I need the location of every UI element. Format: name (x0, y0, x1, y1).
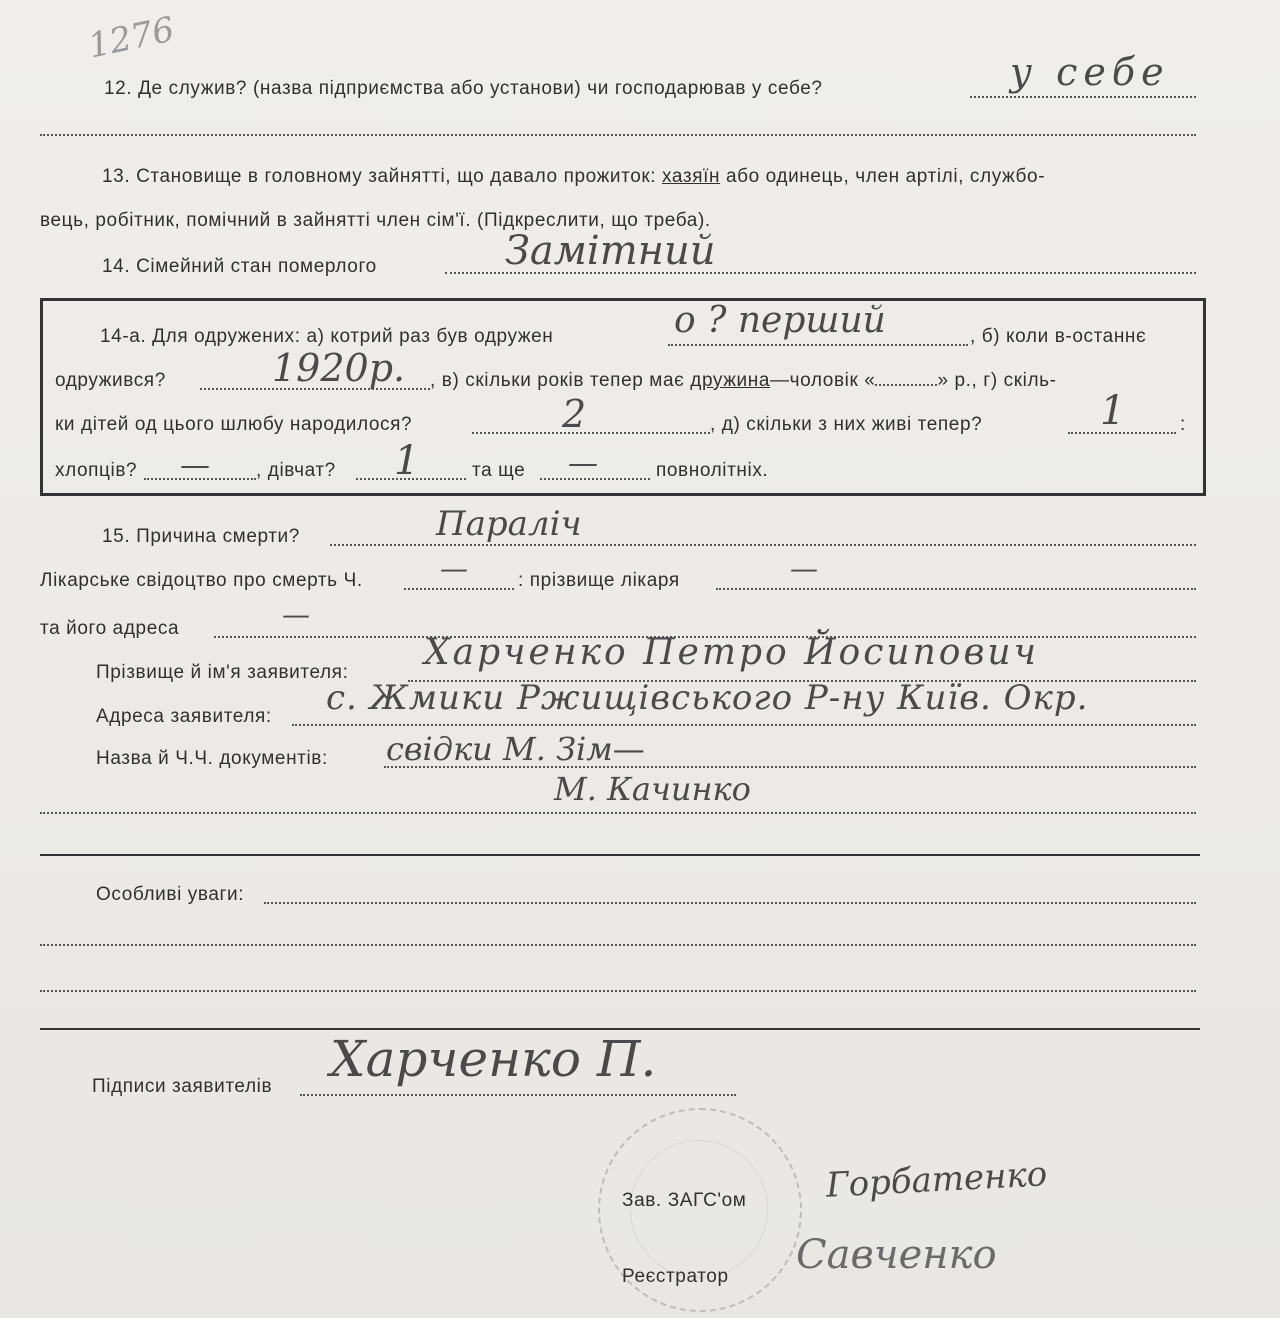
q13-line1-post: або одинець, член артілі, службо- (725, 166, 1046, 187)
q14a-line2-b (430, 370, 1057, 392)
q14a-marriage-count: о ? перший (674, 300, 886, 341)
doctor-name-dots (716, 588, 1196, 590)
applicant-name-label: Прізвище й ім'я заявителя: (96, 662, 349, 683)
documents-answer2: М. Качинко (554, 770, 751, 808)
q12-answer: у себе (1010, 50, 1170, 94)
q14a-line3-c: : (1180, 414, 1186, 435)
q15-dotted-line (330, 544, 1196, 546)
doctor-name-label: : прізвище лікаря (518, 570, 680, 591)
q14a-marriage-date: 1920р. (272, 346, 406, 390)
q14a-line3-dots (472, 432, 710, 434)
q14a-girls: 1 (394, 438, 420, 484)
applicant-address-dots (292, 724, 1196, 726)
q14a-underlined-spouse: дружина (690, 370, 771, 391)
notes-dots-1 (264, 902, 1196, 904)
notes-dots-2 (40, 944, 1196, 946)
q13-line2: вець, робітник, помічний в зайнятті член сім'ї. (Підкреслити, що треба). (40, 210, 711, 231)
applicant-address-answer: с. Жмики Ржищівського Р-ну Київ. Окр. (326, 678, 1089, 718)
q14a-line3-b: , д) скільки з них живі тепер? (710, 414, 983, 435)
applicant-name-answer: Харченко Петро Йосипович (424, 632, 1039, 673)
q14a-line1-a: 14-а. Для одружених: а) котрий раз був одружен (100, 326, 554, 347)
doctor-cert-dots (404, 588, 514, 590)
zags-head-signature: Горбатенко (825, 1154, 1049, 1206)
applicant-signature-label: Підписи заявителів (92, 1076, 273, 1097)
q12-dotted-line (970, 96, 1196, 98)
q14a-line3-a: ки дітей од цього шлюбу народилося? (55, 414, 413, 435)
q12-continuation-line (40, 134, 1196, 136)
q14a-adults: — (568, 446, 598, 481)
notes-dots-3 (40, 990, 1196, 992)
documents-answer1: свідки М. Зім— (386, 730, 645, 768)
q14-label: 14. Сімейний стан померлого (102, 256, 377, 277)
q15-answer: Параліч (436, 504, 582, 544)
doctor-cert-label: Лікарське свідоцтво про смерть Ч. (40, 570, 363, 591)
q14a-line1-dots (668, 344, 968, 346)
q14a-spouse-age-dots (875, 384, 937, 386)
applicant-signature-dots (300, 1094, 736, 1096)
q15-label: 15. Причина смерти? (102, 526, 300, 547)
applicant-address-label: Адреса заявителя: (96, 706, 272, 727)
q14a-line4-d: повнолітніх. (656, 460, 769, 481)
notes-label: Особливі уваги: (96, 884, 245, 905)
doctor-name-answer: — (790, 552, 818, 585)
registrar-signature: Савченко (796, 1232, 997, 1278)
q14a-line2-d: » р., г) скіль- (937, 370, 1057, 391)
q14a-line2-a: одружився? (55, 370, 166, 391)
q14a-line4-b: , дівчат? (256, 460, 336, 481)
zags-head-label: Зав. ЗАГС'ом (622, 1190, 747, 1211)
q14a-line2-b-text: , в) скільки років тепер має (430, 370, 685, 391)
documents-label: Назва й Ч.Ч. документів: (96, 748, 328, 769)
q14a-line2-c: —чоловік « (770, 370, 876, 391)
doctor-address-answer: — (282, 598, 310, 631)
q12-label: 12. Де служив? (назва підприємства або установи) чи господарював у себе? (104, 78, 823, 99)
q14a-line4-c: та ще (472, 460, 526, 481)
q14-answer: Замітний (505, 228, 716, 274)
applicant-signature: Харченко П. (330, 1030, 657, 1088)
q14a-boys: — (180, 448, 210, 483)
q13-underlined-option: хазяїн (662, 166, 721, 187)
documents-continuation-line (40, 812, 1196, 814)
section-divider-1 (40, 854, 1200, 856)
q14a-children-born: 2 (562, 392, 587, 436)
q14a-line4-a: хлопців? (55, 460, 138, 481)
q14a-line1-b: , б) коли в-останнє (970, 326, 1147, 347)
q13-line1 (102, 166, 1045, 188)
registrar-label: Реєстратор (622, 1266, 729, 1287)
archive-number: 1276 (84, 9, 178, 67)
doctor-address-label: та його адреса (40, 618, 180, 639)
doctor-cert-answer: — (440, 552, 468, 585)
q13-line1-pre: 13. Становище в головному зайнятті, що давало прожиток: (102, 166, 657, 187)
q14a-children-alive: 1 (1100, 388, 1126, 434)
